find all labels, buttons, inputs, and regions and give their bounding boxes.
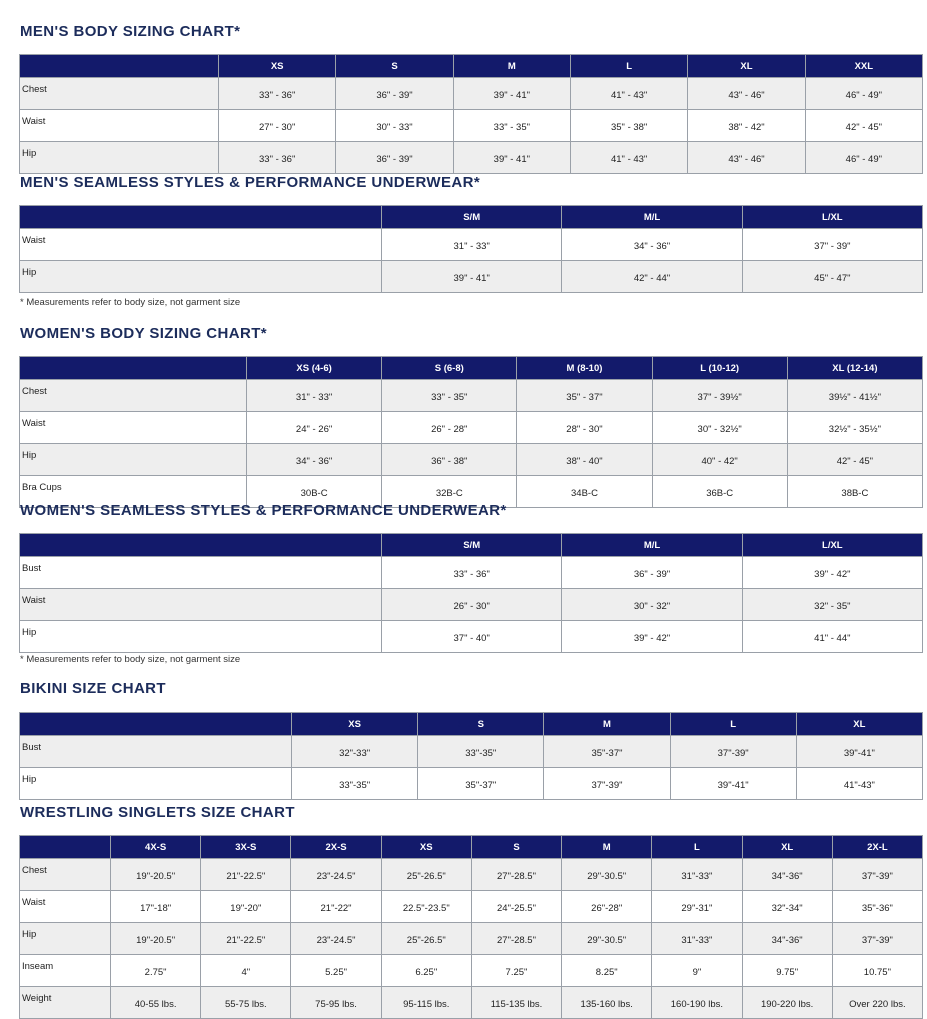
table-cell: 32"-33" bbox=[292, 736, 418, 768]
measurement-label: Inseam bbox=[20, 955, 111, 987]
table-cell: 29"-30.5" bbox=[562, 859, 652, 891]
table-header-row bbox=[20, 55, 923, 78]
table-cell: 43" - 46" bbox=[688, 78, 805, 110]
measurement-label: Bust bbox=[20, 557, 382, 589]
table-cell: 33" - 36" bbox=[382, 557, 562, 589]
table-cell: 27"-28.5" bbox=[471, 923, 561, 955]
table-row bbox=[20, 891, 923, 923]
mens-seamless-underwear-table bbox=[19, 205, 923, 293]
header-label-cell bbox=[20, 713, 292, 736]
size-header: M (8-10) bbox=[517, 357, 652, 380]
size-header: L bbox=[652, 836, 742, 859]
table-header-row bbox=[20, 534, 923, 557]
table-cell: 17"-18" bbox=[111, 891, 201, 923]
wrestling-singlets-title: WRESTLING SINGLETS SIZE CHART bbox=[20, 804, 295, 821]
table-cell: 37" - 40" bbox=[382, 621, 562, 653]
table-cell: 21"-22.5" bbox=[201, 859, 291, 891]
table-cell: 31" - 33" bbox=[382, 229, 562, 261]
table-cell: 37"-39" bbox=[832, 859, 922, 891]
table-cell: 7.25" bbox=[471, 955, 561, 987]
table-cell: 39" - 42" bbox=[562, 621, 742, 653]
table-cell: 34" - 36" bbox=[562, 229, 742, 261]
measurement-label: Hip bbox=[20, 261, 382, 293]
size-header: L/XL bbox=[742, 534, 922, 557]
table-cell: 34"-36" bbox=[742, 859, 832, 891]
size-header: M/L bbox=[562, 534, 742, 557]
table-cell: 35"-37" bbox=[418, 768, 544, 800]
measurement-label: Chest bbox=[20, 859, 111, 891]
size-header: XS bbox=[219, 55, 336, 78]
table-cell: 39" - 42" bbox=[742, 557, 922, 589]
size-header: L/XL bbox=[742, 206, 922, 229]
measurement-label: Hip bbox=[20, 621, 382, 653]
womens-seamless-underwear-title: WOMEN'S SEAMLESS STYLES & PERFORMANCE UNDERWEAR* bbox=[20, 502, 507, 519]
table-row bbox=[20, 444, 923, 476]
table-row bbox=[20, 142, 923, 174]
header-label-cell bbox=[20, 206, 382, 229]
header-label-cell bbox=[20, 357, 247, 380]
table-cell: 41" - 43" bbox=[570, 142, 687, 174]
table-cell: 19"-20.5" bbox=[111, 859, 201, 891]
table-cell: 34" - 36" bbox=[247, 444, 382, 476]
mens-seamless-underwear-title: MEN'S SEAMLESS STYLES & PERFORMANCE UNDERWEAR* bbox=[20, 174, 481, 191]
table-cell: 26" - 28" bbox=[382, 412, 517, 444]
table-row bbox=[20, 380, 923, 412]
table-cell: 19"-20" bbox=[201, 891, 291, 923]
table-row bbox=[20, 987, 923, 1019]
table-cell: 8.25" bbox=[562, 955, 652, 987]
table-cell: 35" - 38" bbox=[570, 110, 687, 142]
table-cell: 24" - 26" bbox=[247, 412, 382, 444]
table-cell: 95-115 lbs. bbox=[381, 987, 471, 1019]
table-cell: 39"-41" bbox=[796, 736, 922, 768]
table-header-row bbox=[20, 206, 923, 229]
table-cell: 31"-33" bbox=[652, 923, 742, 955]
table-row bbox=[20, 923, 923, 955]
size-header: S (6-8) bbox=[382, 357, 517, 380]
table-cell: 9.75" bbox=[742, 955, 832, 987]
size-header: L (10-12) bbox=[652, 357, 787, 380]
table-header-row bbox=[20, 836, 923, 859]
table-cell: 32B-C bbox=[382, 476, 517, 508]
measurement-label: Waist bbox=[20, 110, 219, 142]
table-row bbox=[20, 229, 923, 261]
table-cell: 33" - 35" bbox=[382, 380, 517, 412]
wrestling-singlets-table bbox=[19, 835, 923, 1019]
table-cell: 39"-41" bbox=[670, 768, 796, 800]
table-cell: 40" - 42" bbox=[652, 444, 787, 476]
table-cell: 45" - 47" bbox=[742, 261, 922, 293]
table-cell: 46" - 49" bbox=[805, 142, 922, 174]
table-cell: 22.5"-23.5" bbox=[381, 891, 471, 923]
size-header: M bbox=[562, 836, 652, 859]
size-header: XS bbox=[292, 713, 418, 736]
table-cell: 29"-30.5" bbox=[562, 923, 652, 955]
measurement-label: Hip bbox=[20, 768, 292, 800]
table-cell: 41"-43" bbox=[796, 768, 922, 800]
table-cell: 31"-33" bbox=[652, 859, 742, 891]
table-cell: 23"-24.5" bbox=[291, 923, 381, 955]
size-header: XL (12-14) bbox=[787, 357, 922, 380]
size-header: XS (4-6) bbox=[247, 357, 382, 380]
table-cell: 39½" - 41½" bbox=[787, 380, 922, 412]
mens-body-sizing-title: MEN'S BODY SIZING CHART* bbox=[20, 23, 241, 40]
header-label-cell bbox=[20, 836, 111, 859]
table-cell: 30" - 32½" bbox=[652, 412, 787, 444]
size-header: 2X-S bbox=[291, 836, 381, 859]
size-header: S bbox=[336, 55, 453, 78]
size-header: M bbox=[544, 713, 670, 736]
table-cell: 37" - 39" bbox=[742, 229, 922, 261]
table-cell: 4" bbox=[201, 955, 291, 987]
womens-body-sizing-title: WOMEN'S BODY SIZING CHART* bbox=[20, 325, 268, 342]
table-cell: 36" - 39" bbox=[336, 142, 453, 174]
measurement-label: Waist bbox=[20, 589, 382, 621]
table-cell: 21"-22.5" bbox=[201, 923, 291, 955]
table-cell: 36" - 39" bbox=[562, 557, 742, 589]
table-cell: 32"-34" bbox=[742, 891, 832, 923]
table-row bbox=[20, 110, 923, 142]
table-cell: 39" - 41" bbox=[453, 142, 570, 174]
measurement-label: Chest bbox=[20, 380, 247, 412]
table-cell: 30" - 33" bbox=[336, 110, 453, 142]
table-header-row bbox=[20, 357, 923, 380]
table-cell: 6.25" bbox=[381, 955, 471, 987]
mens-body-sizing-table bbox=[19, 54, 923, 174]
table-cell: 38B-C bbox=[787, 476, 922, 508]
table-cell: 41" - 43" bbox=[570, 78, 687, 110]
size-header: XXL bbox=[805, 55, 922, 78]
table-cell: 23"-24.5" bbox=[291, 859, 381, 891]
size-header: 4X-S bbox=[111, 836, 201, 859]
measurement-note: * Measurements refer to body size, not garment size bbox=[20, 297, 241, 308]
table-row bbox=[20, 955, 923, 987]
table-cell: 190-220 lbs. bbox=[742, 987, 832, 1019]
table-cell: 41" - 44" bbox=[742, 621, 922, 653]
table-cell: 75-95 lbs. bbox=[291, 987, 381, 1019]
table-cell: 115-135 lbs. bbox=[471, 987, 561, 1019]
table-cell: 33" - 36" bbox=[219, 142, 336, 174]
table-cell: 40-55 lbs. bbox=[111, 987, 201, 1019]
size-header: 2X-L bbox=[832, 836, 922, 859]
table-header-row bbox=[20, 713, 923, 736]
table-cell: 135-160 lbs. bbox=[562, 987, 652, 1019]
table-row bbox=[20, 621, 923, 653]
table-row bbox=[20, 557, 923, 589]
table-cell: 34"-36" bbox=[742, 923, 832, 955]
size-header: M/L bbox=[562, 206, 742, 229]
table-cell: 30" - 32" bbox=[562, 589, 742, 621]
measurement-label: Chest bbox=[20, 78, 219, 110]
table-cell: 27"-28.5" bbox=[471, 859, 561, 891]
table-cell: 5.25" bbox=[291, 955, 381, 987]
table-row bbox=[20, 261, 923, 293]
table-cell: 33"-35" bbox=[418, 736, 544, 768]
table-cell: 2.75" bbox=[111, 955, 201, 987]
table-cell: 36B-C bbox=[652, 476, 787, 508]
table-cell: 39" - 41" bbox=[453, 78, 570, 110]
table-cell: 24"-25.5" bbox=[471, 891, 561, 923]
table-cell: 28" - 30" bbox=[517, 412, 652, 444]
bikini-size-chart-title: BIKINI SIZE CHART bbox=[20, 680, 166, 697]
table-cell: 25"-26.5" bbox=[381, 923, 471, 955]
measurement-label: Waist bbox=[20, 412, 247, 444]
table-cell: 37"-39" bbox=[670, 736, 796, 768]
size-header: XL bbox=[742, 836, 832, 859]
table-cell: 46" - 49" bbox=[805, 78, 922, 110]
header-label-cell bbox=[20, 534, 382, 557]
table-cell: 160-190 lbs. bbox=[652, 987, 742, 1019]
womens-seamless-underwear-table bbox=[19, 533, 923, 653]
table-row bbox=[20, 589, 923, 621]
table-cell: 34B-C bbox=[517, 476, 652, 508]
table-cell: 42" - 45" bbox=[787, 444, 922, 476]
measurement-label: Bra Cups bbox=[20, 476, 247, 508]
table-row bbox=[20, 78, 923, 110]
table-cell: 37"-39" bbox=[544, 768, 670, 800]
table-cell: 35"-37" bbox=[544, 736, 670, 768]
table-cell: 39" - 41" bbox=[382, 261, 562, 293]
table-cell: 31" - 33" bbox=[247, 380, 382, 412]
table-cell: 43" - 46" bbox=[688, 142, 805, 174]
table-cell: 33" - 35" bbox=[453, 110, 570, 142]
table-cell: 9" bbox=[652, 955, 742, 987]
table-cell: 37" - 39½" bbox=[652, 380, 787, 412]
measurement-label: Bust bbox=[20, 736, 292, 768]
size-header: S/M bbox=[382, 534, 562, 557]
table-cell: 26"-28" bbox=[562, 891, 652, 923]
table-cell: 36" - 38" bbox=[382, 444, 517, 476]
table-cell: 30B-C bbox=[247, 476, 382, 508]
size-header: S bbox=[471, 836, 561, 859]
size-header: M bbox=[453, 55, 570, 78]
table-cell: 35"-36" bbox=[832, 891, 922, 923]
table-cell: 21"-22" bbox=[291, 891, 381, 923]
table-row bbox=[20, 736, 923, 768]
table-cell: 32½" - 35½" bbox=[787, 412, 922, 444]
table-cell: 35" - 37" bbox=[517, 380, 652, 412]
size-header: XS bbox=[381, 836, 471, 859]
table-row bbox=[20, 768, 923, 800]
table-cell: Over 220 lbs. bbox=[832, 987, 922, 1019]
table-cell: 32" - 35" bbox=[742, 589, 922, 621]
measurement-label: Hip bbox=[20, 923, 111, 955]
table-cell: 37"-39" bbox=[832, 923, 922, 955]
measurement-label: Hip bbox=[20, 444, 247, 476]
table-cell: 55-75 lbs. bbox=[201, 987, 291, 1019]
table-cell: 27" - 30" bbox=[219, 110, 336, 142]
size-header: XL bbox=[796, 713, 922, 736]
table-cell: 42" - 45" bbox=[805, 110, 922, 142]
table-cell: 33"-35" bbox=[292, 768, 418, 800]
table-cell: 10.75" bbox=[832, 955, 922, 987]
measurement-note: * Measurements refer to body size, not garment size bbox=[20, 654, 241, 665]
table-cell: 29"-31" bbox=[652, 891, 742, 923]
bikini-size-chart-table bbox=[19, 712, 923, 800]
table-cell: 42" - 44" bbox=[562, 261, 742, 293]
table-row bbox=[20, 859, 923, 891]
measurement-label: Waist bbox=[20, 891, 111, 923]
table-cell: 36" - 39" bbox=[336, 78, 453, 110]
womens-body-sizing-table bbox=[19, 356, 923, 508]
table-row bbox=[20, 412, 923, 444]
size-header: S bbox=[418, 713, 544, 736]
measurement-label: Weight bbox=[20, 987, 111, 1019]
measurement-label: Hip bbox=[20, 142, 219, 174]
size-header: XL bbox=[688, 55, 805, 78]
table-cell: 19"-20.5" bbox=[111, 923, 201, 955]
table-cell: 33" - 36" bbox=[219, 78, 336, 110]
table-cell: 38" - 42" bbox=[688, 110, 805, 142]
size-header: S/M bbox=[382, 206, 562, 229]
header-label-cell bbox=[20, 55, 219, 78]
table-cell: 25"-26.5" bbox=[381, 859, 471, 891]
table-cell: 26" - 30" bbox=[382, 589, 562, 621]
size-header: 3X-S bbox=[201, 836, 291, 859]
table-cell: 38" - 40" bbox=[517, 444, 652, 476]
size-header: L bbox=[670, 713, 796, 736]
measurement-label: Waist bbox=[20, 229, 382, 261]
size-header: L bbox=[570, 55, 687, 78]
